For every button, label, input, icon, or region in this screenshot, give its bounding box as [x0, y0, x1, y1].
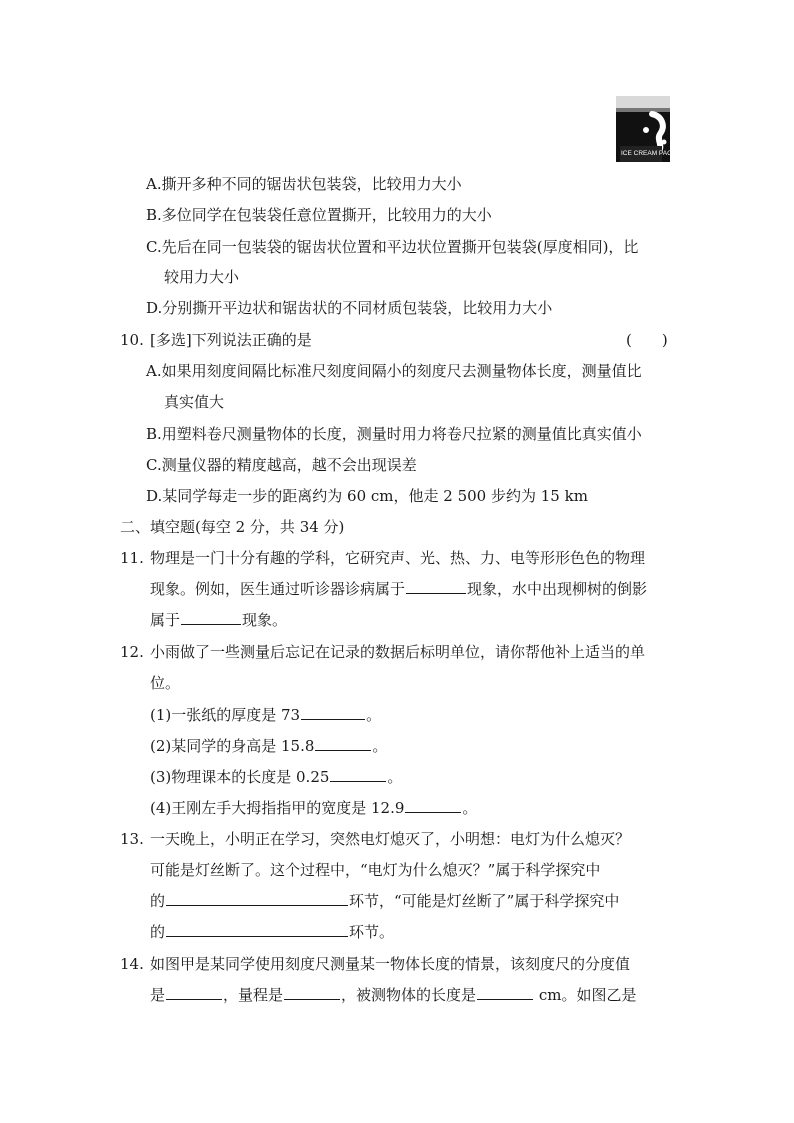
q12-item-3-end: 。 — [387, 768, 403, 786]
q14-number: 14. — [120, 955, 144, 973]
q12-number: 12. — [120, 643, 144, 661]
q13-number: 13. — [120, 830, 144, 848]
q10-stem: [多选]下列说法正确的是 — [150, 331, 312, 349]
q12-item-4 — [150, 798, 477, 818]
q14-line2-text-d: cm。如图乙是 — [534, 986, 637, 1004]
q14-line2 — [150, 985, 636, 1005]
q13-line4-text-a: 的 — [150, 923, 166, 941]
q12-item-1 — [150, 705, 381, 725]
q12-line2: 位。 — [150, 674, 181, 692]
q10-answer-paren: ( ) — [626, 331, 668, 349]
q14-blank-3[interactable] — [477, 985, 533, 1000]
q12-item-1-end: 。 — [366, 706, 382, 724]
q13-line1: 一天晚上，小明正在学习，突然电灯熄灭了，小明想：电灯为什么熄灭？ — [150, 830, 631, 848]
q11-line2 — [150, 579, 647, 599]
q13-line4-text-b: 环节。 — [349, 923, 395, 941]
q14-blank-2[interactable] — [284, 985, 340, 1000]
q13-blank-2[interactable] — [166, 922, 348, 937]
q13-line3 — [150, 891, 619, 911]
q12-item-2-text: (2)某同学的身高是 15.8 — [150, 737, 315, 755]
ice-cream-package-icon — [606, 96, 690, 162]
q9-option-d: D.分别撕开平边状和锯齿状的不同材质包装袋，比较用力大小 — [146, 299, 553, 317]
q11-line3 — [150, 610, 287, 630]
q12-item-3 — [150, 767, 402, 787]
q14-line1: 如图甲是某同学使用刻度尺测量某一物体长度的情景，该刻度尺的分度值 — [150, 955, 631, 973]
package-label: ICE CREAM PACKAGE — [621, 150, 690, 157]
q12-item-4-end: 。 — [462, 799, 478, 817]
q9-option-c-line1: C.先后在同一包装袋的锯齿状位置和平边状位置撕开包装袋(厚度相同)，比 — [146, 238, 639, 256]
q9-option-c-line2: 较用力大小 — [164, 268, 240, 286]
q11-line2-text-b: 现象，水中出现柳树的倒影 — [467, 580, 648, 598]
q10-option-c: C.测量仪器的精度越高，越不会出现误差 — [146, 456, 417, 474]
q11-number: 11. — [120, 549, 144, 567]
q12-blank-4[interactable] — [405, 798, 461, 813]
q10-option-a-line1: A.如果用刻度间隔比标准尺刻度间隔小的刻度尺去测量物体长度，测量值比 — [146, 362, 642, 380]
q14-line2-text-c: ，被测物体的长度是 — [341, 986, 477, 1004]
q13-line3-text-a: 的 — [150, 892, 166, 910]
q11-line2-text-a: 现象。例如，医生通过听诊器诊病属于 — [150, 580, 406, 598]
q11-blank-1[interactable] — [406, 579, 466, 594]
q10-option-d: D.某同学每走一步的距离约为 60 cm，他走 2 500 步约为 15 km — [146, 487, 588, 505]
q11-line1: 物理是一门十分有趣的学科，它研究声、光、热、力、电等形形色色的物理 — [150, 549, 646, 567]
q12-blank-2[interactable] — [315, 736, 371, 751]
q12-blank-1[interactable] — [301, 705, 365, 720]
q12-item-2 — [150, 736, 387, 756]
section-title: 二、填空题(每空 2 分，共 34 分) — [120, 518, 345, 536]
q12-item-2-end: 。 — [372, 737, 388, 755]
q12-line1: 小雨做了一些测量后忘记在记录的数据后标明单位，请你帮他补上适当的单 — [150, 643, 646, 661]
q11-line3-text-b: 现象。 — [242, 611, 288, 629]
q12-item-3-text: (3)物理课本的长度是 0.25 — [150, 768, 330, 786]
q10-option-b: B.用塑料卷尺测量物体的长度，测量时用力将卷尺拉紧的测量值比真实值小 — [146, 425, 642, 443]
q11-line3-text-a: 属于 — [150, 611, 181, 629]
q12-item-4-text: (4)王刚左手大拇指指甲的宽度是 12.9 — [150, 799, 405, 817]
q10-number: 10. — [120, 331, 144, 349]
q13-blank-1[interactable] — [166, 891, 348, 906]
q13-line4 — [150, 922, 394, 942]
q12-blank-3[interactable] — [330, 767, 386, 782]
q9-option-b: B.多位同学在包装袋任意位置撕开，比较用力的大小 — [146, 206, 492, 224]
q14-blank-1[interactable] — [166, 985, 222, 1000]
q11-blank-2[interactable] — [181, 610, 241, 625]
q12-item-1-text: (1)一张纸的厚度是 73 — [150, 706, 301, 724]
q14-line2-text-a: 是 — [150, 986, 166, 1004]
q9-option-a: A.撕开多种不同的锯齿状包装袋，比较用力大小 — [146, 175, 462, 193]
q13-line3-text-b: 环节，“可能是灯丝断了”属于科学探究中 — [349, 892, 620, 910]
q14-line2-text-b: ，量程是 — [223, 986, 284, 1004]
q10-option-a-line2: 真实值大 — [164, 393, 225, 411]
q13-line2: 可能是灯丝断了。这个过程中，“电灯为什么熄灭？”属于科学探究中 — [150, 861, 601, 879]
